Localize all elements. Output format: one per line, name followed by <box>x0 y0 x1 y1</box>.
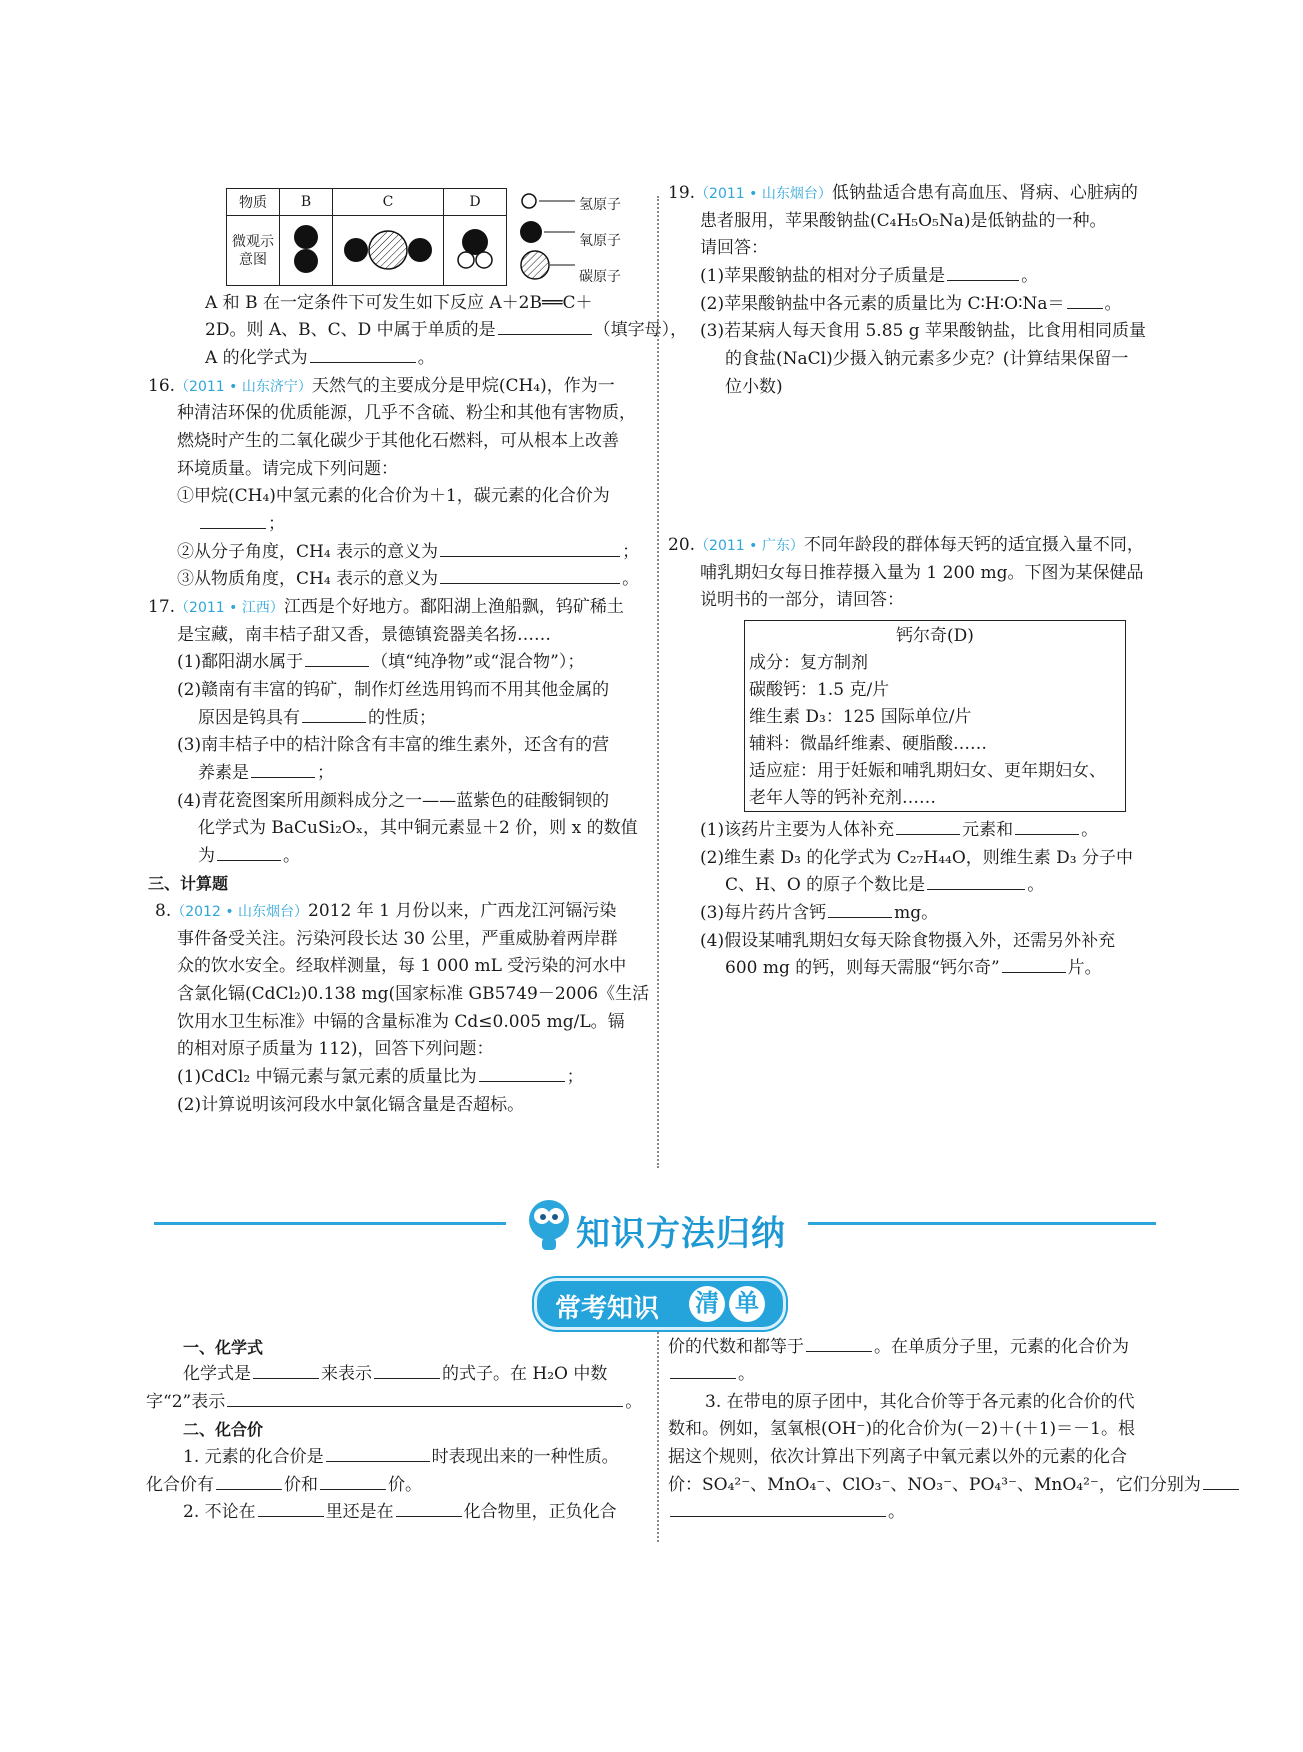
q20-blank-4[interactable] <box>828 901 892 918</box>
q17-text: 原因是钨具有 <box>198 708 300 728</box>
q15-blank-1[interactable] <box>498 318 592 335</box>
table-header-b: B <box>280 189 333 216</box>
q20-text: (3)每片药片含钙 <box>700 903 827 923</box>
summary-p4 <box>146 1472 422 1499</box>
q20-text: 片。 <box>1067 958 1102 978</box>
q8-line7 <box>177 1064 584 1091</box>
summary-r5: 据这个规则，依次计算出下列离子中氧元素以外的元素的化合 <box>668 1447 1127 1467</box>
q20-text: (1)该药片主要为人体补充 <box>700 820 895 840</box>
summary-text: 来表示 <box>321 1364 372 1384</box>
q17-text: 江西是个好地方。鄱阳湖上渔船飘，钨矿稀土 <box>283 597 624 617</box>
summary-blank-4[interactable] <box>326 1445 430 1462</box>
q20-line2: 哺乳期妇女每日推荐摄入量为 1 200 mg。下图为某保健品 <box>700 563 1144 583</box>
q8-line3: 众的饮水安全。经取样测量，每 1 000 mL 受污染的河水中 <box>177 956 627 976</box>
q19-text: 。 <box>1021 266 1039 286</box>
summary-blank-6[interactable] <box>320 1473 386 1490</box>
summary-p1 <box>183 1361 607 1388</box>
summary-text: 价。 <box>388 1475 422 1495</box>
q20-source: （2011 • 广东） <box>695 538 804 554</box>
q16-line2: 种清洁环保的优质能源，几乎不含硫、粉尘和其他有害物质， <box>177 403 636 423</box>
q17-text: ； <box>317 763 334 783</box>
medicine-name: 钙尔奇(D) <box>896 626 974 646</box>
q17-text: （填“纯净物”或“混合物”）； <box>371 652 585 672</box>
summary-text: 。在单质分子里，元素的化合价为 <box>874 1337 1129 1357</box>
q8-number: 8. <box>155 901 172 921</box>
medicine-indication-1: 适应症：用于妊娠和哺乳期妇女、更年期妇女、 <box>749 761 1106 781</box>
molecule-c-icon <box>338 224 438 274</box>
summary-text: 价的代数和都等于 <box>668 1337 804 1357</box>
q15-text: 。 <box>417 348 435 368</box>
summary-r2 <box>668 1361 755 1388</box>
q20-text: C、H、O 的原子个数比是 <box>725 875 926 895</box>
molecule-d-icon <box>450 222 500 276</box>
table-row-label: 微观示意图 <box>227 216 280 286</box>
q16-line4: 环境质量。请完成下列问题： <box>177 459 398 479</box>
summary-text: 化合价有 <box>146 1475 214 1495</box>
q20-text: 。 <box>1081 820 1099 840</box>
carbon-legend-icon <box>519 249 579 281</box>
banner-title: 知识方法归纳 <box>576 1214 786 1254</box>
q19-line5 <box>700 291 1122 318</box>
q15-line2 <box>205 317 687 344</box>
q19-blank-1[interactable] <box>947 264 1019 281</box>
q16-line3: 燃烧时产生的二氧化碳少于其他化石燃料，可从根本上改善 <box>177 431 619 451</box>
q20-text: mg。 <box>894 903 939 923</box>
medicine-vitamin: 维生素 D₃：125 国际单位/片 <box>749 707 972 727</box>
column-divider-2 <box>657 1332 659 1542</box>
q20-answer3 <box>725 872 1044 899</box>
summary-text: 价：SO₄²⁻、MnO₄⁻、ClO₃⁻、NO₃⁻、PO₄³⁻、MnO₄²⁻，它们分别为 <box>668 1475 1201 1495</box>
q8-line2: 事件备受关注。污染河段长达 30 公里，严重威胁着两岸群 <box>177 929 618 949</box>
q20-number: 20. <box>668 535 696 555</box>
q8-text: (1)CdCl₂ 中镉元素与氯元素的质量比为 <box>177 1067 477 1087</box>
summary-text: 里还是在 <box>325 1502 394 1522</box>
summary-text: 1. 元素的化合价是 <box>183 1447 324 1467</box>
q8-blank-1[interactable] <box>479 1065 565 1082</box>
summary-text: 的式子。在 H₂O 中数 <box>442 1364 608 1384</box>
summary-text: 2. 不论在 <box>183 1502 256 1522</box>
q8-line1 <box>155 898 616 926</box>
q16-source: （2011 • 山东济宁） <box>175 379 312 395</box>
q20-blank-3[interactable] <box>927 873 1025 890</box>
q16-text: ②从分子角度，CH₄ 表示的意义为 <box>177 542 439 562</box>
summary-r4: 数和。例如，氢氧根(OH⁻)的化合价为(－2)＋(＋1)＝－1。根 <box>668 1419 1135 1439</box>
pill-highlight-2: 单 <box>729 1286 765 1322</box>
medicine-calcium: 碳酸钙：1.5 克/片 <box>749 680 890 700</box>
q17-line6: (3)南丰桔子中的桔汁除含有丰富的维生素外，还含有的营 <box>177 735 610 755</box>
medicine-label-box <box>744 620 1126 812</box>
q17-line5 <box>198 705 436 732</box>
q17-text: 。 <box>283 846 300 866</box>
summary-r3: 3. 在带电的原子团中，其化合价等于各元素的化合价的代 <box>705 1392 1135 1412</box>
q20-text: 不同年龄段的群体每天钙的适宜摄入量不同， <box>803 535 1144 555</box>
q8-line4: 含氯化镉(CdCl₂)0.138 mg(国家标准 GB5749－2006《生活 <box>177 984 650 1004</box>
q17-line4: (2)赣南有丰富的钨矿，制作灯丝选用钨而不用其他金属的 <box>177 680 610 700</box>
q17-text: (1)鄱阳湖水属于 <box>177 652 304 672</box>
q19-line7: 的食盐(NaCl)少摄入钠元素多少克？(计算结果保留一 <box>725 349 1129 369</box>
q20-text: 600 mg 的钙，则每天需服“钙尔奇” <box>725 958 1000 978</box>
q16-line1 <box>148 373 615 401</box>
summary-text: 字“2”表示 <box>146 1392 226 1412</box>
q19-line2: 患者服用，苹果酸钠盐(C₄H₅O₅Na)是低钠盐的一种。 <box>700 211 1107 231</box>
q20-blank-2[interactable] <box>1015 818 1079 835</box>
q17-line9: 化学式为 BaCuSi₂Oₓ，其中铜元素显＋2 价，则 x 的数值 <box>198 818 638 838</box>
medicine-indication-2: 老年人等的钙补充剂…… <box>749 788 936 808</box>
medicine-excipient: 辅料：微晶纤维素、硬脂酸…… <box>749 734 987 754</box>
q20-answer4 <box>700 900 938 927</box>
q19-line1 <box>668 180 1138 208</box>
q20-answer2: (2)维生素 D₃ 的化学式为 C₂₇H₄₄O，则维生素 D₃ 分子中 <box>700 848 1134 868</box>
summary-p2 <box>146 1389 642 1416</box>
q19-line4 <box>700 263 1038 290</box>
summary-blank-7[interactable] <box>258 1500 324 1517</box>
table-legend <box>507 189 680 286</box>
q16-text: 。 <box>622 569 640 589</box>
q16-text: ； <box>622 542 640 562</box>
summary-r6 <box>668 1472 1241 1499</box>
q17-text: 为 <box>198 846 215 866</box>
legend-hydrogen: 氢原子 <box>579 196 621 213</box>
q16-text: 天然气的主要成分是甲烷(CH₄)，作为一 <box>311 376 615 396</box>
q19-number: 19. <box>668 183 696 203</box>
summary-r1 <box>668 1334 1129 1361</box>
q20-text: 元素和 <box>962 820 1014 840</box>
molecule-c <box>333 216 444 286</box>
molecule-b <box>280 216 333 286</box>
q17-blank-2[interactable] <box>302 706 366 723</box>
summary-blank-2[interactable] <box>374 1362 440 1379</box>
summary-blank-1[interactable] <box>253 1362 319 1379</box>
hydrogen-legend-icon <box>519 193 579 209</box>
q16-number: 16. <box>148 376 176 396</box>
q20-line3: 说明书的一部分，请回答： <box>700 590 904 610</box>
q15-line1: A 和 B 在一定条件下可发生如下反应 A＋2B══C＋ <box>205 293 593 313</box>
q19-text: (2)苹果酸钠盐中各元素的质量比为 C∶H∶O∶Na＝ <box>700 294 1065 314</box>
q16-blank-1[interactable] <box>200 512 266 529</box>
q16-text: ③从物质角度，CH₄ 表示的意义为 <box>177 569 439 589</box>
q17-line3 <box>177 649 584 676</box>
q17-line10 <box>198 843 300 870</box>
q17-blank-1[interactable] <box>305 650 369 667</box>
q19-line3: 请回答： <box>700 238 768 258</box>
q20-answer5: (4)假设某哺乳期妇女每天除食物摄入外，还需另外补充 <box>700 931 1116 951</box>
q15-line3 <box>205 345 435 372</box>
q17-blank-3[interactable] <box>251 761 315 778</box>
q19-text: 。 <box>1104 294 1122 314</box>
q17-line2: 是宝藏，南丰桔子甜又香，景德镇瓷器美名扬…… <box>177 625 551 645</box>
summary-p3 <box>183 1444 619 1471</box>
summary-text: 化学式是 <box>183 1364 251 1384</box>
q19-text: (1)苹果酸钠盐的相对分子质量是 <box>700 266 946 286</box>
pill-highlight-1: 清 <box>689 1286 725 1322</box>
q8-text: 2012 年 1 月份以来，广西龙江河镉污染 <box>308 901 617 921</box>
legend-carbon: 碳原子 <box>579 268 621 285</box>
section-3-heading: 三、计算题 <box>148 874 229 893</box>
table-header-d: D <box>444 189 507 216</box>
q20-blank-5[interactable] <box>1002 956 1066 973</box>
q20-line1 <box>668 532 1144 560</box>
summary-blank-5[interactable] <box>216 1473 282 1490</box>
q16-blank-3[interactable] <box>440 567 620 584</box>
molecule-b-icon <box>286 219 326 279</box>
summary-blank-3[interactable] <box>227 1390 623 1407</box>
summary-text: 。 <box>738 1364 755 1384</box>
summary-blank-11[interactable] <box>1203 1473 1239 1490</box>
q8-source: （2012 • 山东烟台） <box>171 904 309 920</box>
q16-text: ； <box>268 514 285 534</box>
summary-text: 价和 <box>284 1475 318 1495</box>
q20-text: 。 <box>1027 875 1045 895</box>
banner-mascot-icon <box>522 1196 576 1252</box>
summary-blank-8[interactable] <box>396 1500 462 1517</box>
q15-text: A 的化学式为 <box>205 348 308 368</box>
summary-p5 <box>183 1499 617 1526</box>
medicine-composition: 成分：复方制剂 <box>749 653 868 673</box>
q17-number: 17. <box>148 597 176 617</box>
summary-r7 <box>668 1499 905 1526</box>
q19-text: 低钠盐适合患有高血压、肾病、心脏病的 <box>831 183 1138 203</box>
molecule-table <box>226 188 679 286</box>
summary-text: 。 <box>625 1392 643 1412</box>
q17-source: （2011 • 江西） <box>175 600 284 616</box>
legend-oxygen: 氧原子 <box>579 232 621 249</box>
q19-blank-2[interactable] <box>1067 292 1103 309</box>
banner-line-right <box>808 1222 1156 1225</box>
pill-text: 常考知识 <box>555 1294 660 1324</box>
q15-text: 2D。则 A、B、C、D 中属于单质的是 <box>205 320 496 340</box>
q20-blank-1[interactable] <box>896 818 960 835</box>
table-header-c: C <box>333 189 444 216</box>
q8-line5: 饮用水卫生标准》中镉的含量标准为 Cd≤0.005 mg/L。镉 <box>177 1012 625 1032</box>
q17-blank-4[interactable] <box>217 844 281 861</box>
q17-text: 养素是 <box>198 763 249 783</box>
summary-text: 化合物里，正负化合 <box>463 1502 617 1522</box>
q16-line5: ①甲烷(CH₄)中氢元素的化合价为＋1，碳元素的化合价为 <box>177 486 610 506</box>
q8-text: ； <box>566 1067 584 1087</box>
q19-source: （2011 • 山东烟台） <box>695 186 832 202</box>
q16-line7 <box>177 539 639 566</box>
q17-line7 <box>198 760 334 787</box>
q19-line8: 位小数) <box>725 377 783 397</box>
column-divider <box>657 196 659 1168</box>
table-header-substance: 物质 <box>227 189 280 216</box>
q15-blank-2[interactable] <box>310 346 416 363</box>
q8-line8: (2)计算说明该河段水中氯化镉含量是否超标。 <box>177 1095 525 1115</box>
q16-line6 <box>198 511 285 538</box>
molecule-d <box>444 216 507 286</box>
summary-blank-9[interactable] <box>806 1335 872 1352</box>
summary-blank-12[interactable] <box>670 1500 886 1517</box>
q20-answer6 <box>725 955 1102 982</box>
q16-line8 <box>177 566 639 593</box>
summary-text: 时表现出来的一种性质。 <box>431 1447 619 1467</box>
summary-heading-2: 二、化合价 <box>183 1420 264 1439</box>
q17-line8: (4)青花瓷图案所用颜料成分之一——蓝紫色的硅酸铜钡的 <box>177 791 610 811</box>
q15-text: （填字母）， <box>593 320 688 340</box>
summary-text: 。 <box>888 1502 905 1522</box>
q8-line6: 的相对原子质量为 112)，回答下列问题： <box>177 1039 494 1059</box>
section-pill <box>534 1278 786 1330</box>
q20-answer1 <box>700 817 1098 844</box>
banner-line-left <box>154 1222 506 1225</box>
q16-blank-2[interactable] <box>440 540 620 557</box>
oxygen-legend-icon <box>519 219 579 245</box>
summary-heading-1: 一、化学式 <box>183 1338 264 1357</box>
summary-blank-10[interactable] <box>670 1362 736 1379</box>
q17-text: 的性质； <box>368 708 436 728</box>
q17-line1 <box>148 594 624 622</box>
q19-line6: (3)若某病人每天食用 5.85 g 苹果酸钠盐，比食用相同质量 <box>700 321 1147 341</box>
